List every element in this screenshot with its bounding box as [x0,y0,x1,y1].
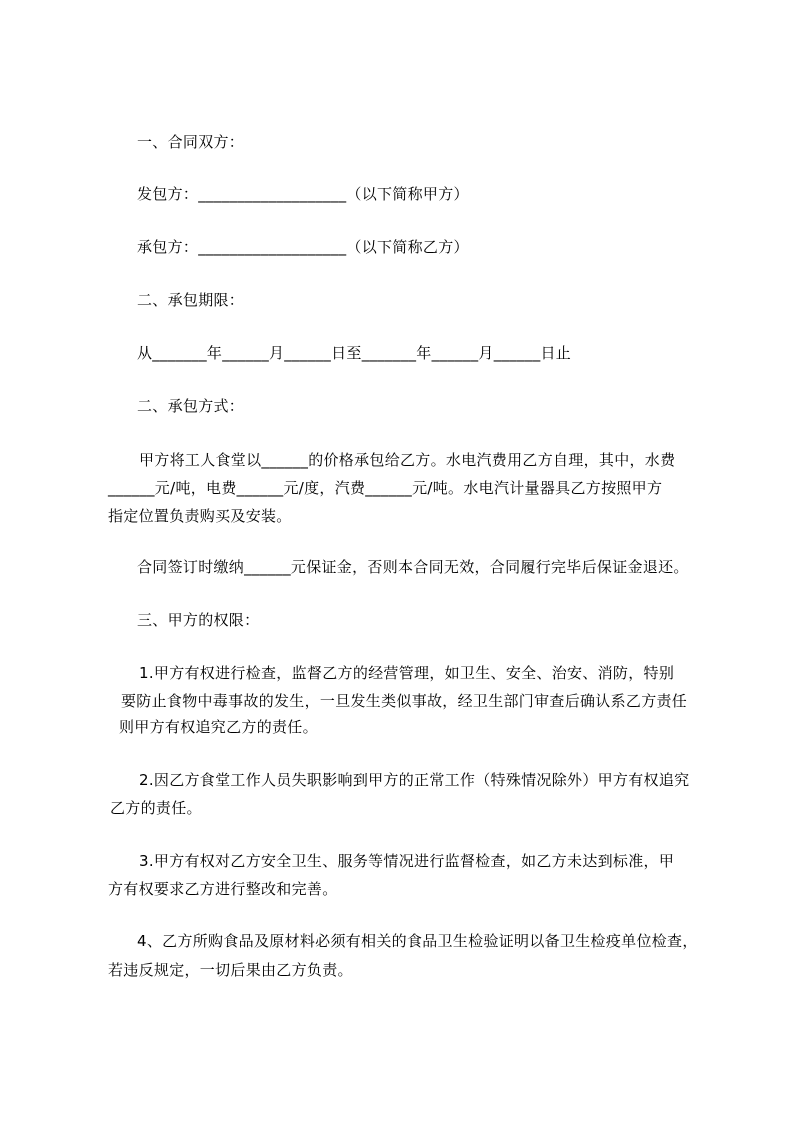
method-paragraph-line-1: 甲方将工人食堂以______的价格承包给乙方。水电汽费用乙方自理，其中，水费 [139,451,676,469]
term-heading: 二、承包期限： [137,291,245,309]
item-4-line-1: 4、乙方所购食品及原材料必须有相关的食品卫生检验证明以备卫生检疫单位检查， [137,932,698,950]
method-paragraph-line-2: ______元/吨，电费______元/度，汽费______元/吨。水电汽计量器具乙方按照甲方 [108,479,663,497]
method-heading: 二、承包方式： [137,397,245,415]
party-b-line: 承包方：___________________（以下简称乙方） [137,238,469,256]
rights-heading: 三、甲方的权限： [137,611,260,629]
item-4-line-2: 若违反规定，一切后果由乙方负责。 [108,961,353,979]
item-2-line-2: 乙方的责任。 [110,799,202,817]
item-1-line-1: 1.甲方有权进行检查，监督乙方的经营管理，如卫生、安全、治安、消防，特别 [139,664,675,682]
item-1-line-2: 要防止食物中毒事故的发生，一旦发生类似事故，经卫生部门审查后确认系乙方责任 [121,692,688,710]
party-a-line: 发包方：___________________（以下简称甲方） [137,185,469,203]
method-paragraph-line-3: 指定位置负责购买及安装。 [108,507,292,525]
item-2-line-1: 2.因乙方食堂工作人员失职影响到甲方的正常工作（特殊情况除外）甲方有权追究 [139,771,690,789]
item-1-line-3: 则甲方有权追究乙方的责任。 [119,718,318,736]
deposit-line: 合同签订时缴纳______元保证金，否则本合同无效，合同履行完毕后保证金退还。 [137,558,689,576]
term-line: 从_______年______月______日至_______年______月______日止 [137,344,572,362]
parties-heading: 一、合同双方： [137,133,245,151]
item-3-line-2: 方有权要求乙方进行整改和完善。 [108,880,338,898]
item-3-line-1: 3.甲方有权对乙方安全卫生、服务等情况进行监督检查，如乙方未达到标准，甲 [139,852,675,870]
